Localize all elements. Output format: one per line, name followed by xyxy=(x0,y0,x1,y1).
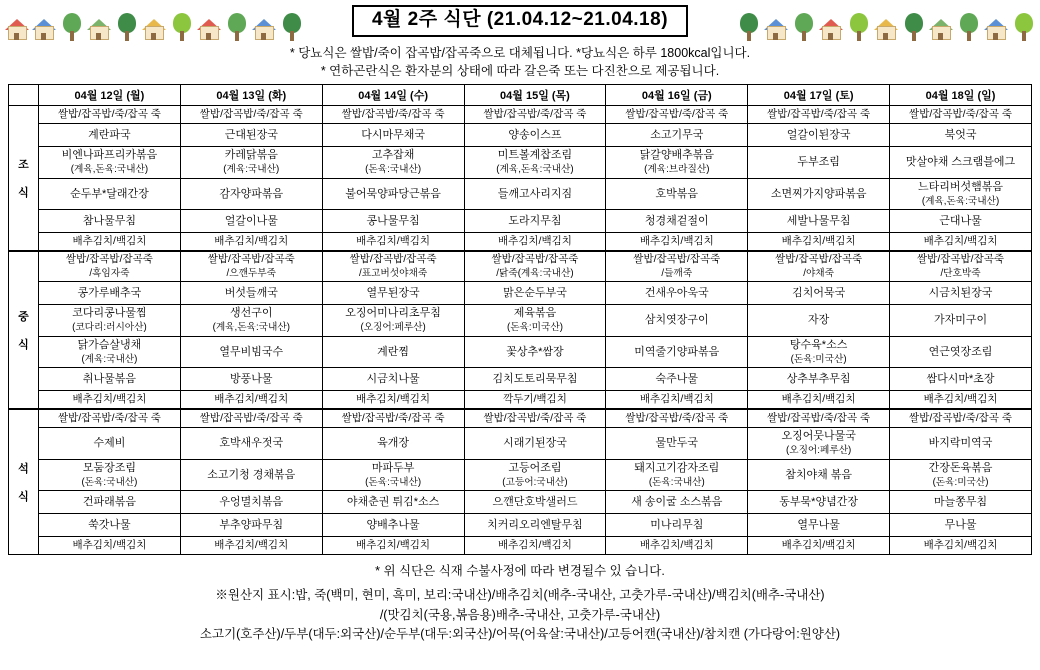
lunch-kimchi-cell: 배추김치/백김치 xyxy=(322,391,464,410)
header-notes xyxy=(0,44,1040,80)
title-box xyxy=(352,5,688,38)
lunch-kimchi-cell: 배추김치/백김치 xyxy=(890,391,1032,410)
breakfast-item-cell: 순두부*달래간장 xyxy=(39,178,181,209)
dinner-item-cell: 열무나물 xyxy=(748,514,890,537)
breakfast-rice-cell: 쌀밥/잡곡밥/죽/잡곡 죽 xyxy=(748,106,890,124)
dinner-rice-cell: 쌀밥/잡곡밥/죽/잡곡 죽 xyxy=(748,409,890,428)
breakfast-item-cell: 청경채겉절이 xyxy=(606,210,748,233)
lunch-item-cell: 맑은순두부국 xyxy=(464,282,606,305)
tree-icon xyxy=(846,8,871,42)
dinner-kimchi-cell: 배추김치/백김치 xyxy=(180,537,322,555)
house-icon xyxy=(141,8,166,42)
breakfast-item-cell: 얼갈이나물 xyxy=(180,210,322,233)
breakfast-kimchi-cell: 배추김치/백김치 xyxy=(606,233,748,252)
dinner-item-cell: 우엉멸치볶음 xyxy=(180,491,322,514)
dinner-rice-cell: 쌀밥/잡곡밥/죽/잡곡 죽 xyxy=(39,409,181,428)
breakfast-row xyxy=(9,210,1032,233)
lunch-item-cell: 시금치된장국 xyxy=(890,282,1032,305)
breakfast-item-cell: 참나물무침 xyxy=(39,210,181,233)
tree-icon xyxy=(114,8,139,42)
tree-icon xyxy=(956,8,981,42)
dinner-item-cell: 참치야채 볶음 xyxy=(748,459,890,490)
dinner-kimchi-cell: 배추김치/백김치 xyxy=(890,537,1032,555)
breakfast-item-cell: 호박볶음 xyxy=(606,178,748,209)
decoration-right xyxy=(736,0,1036,42)
breakfast-item-cell: 닭갈양배추볶음 (계육:브라질산) xyxy=(606,147,748,178)
footer-note: * 위 식단은 식재 수불사정에 따라 변경될수 있 습니다. xyxy=(375,564,665,579)
lunch-item-cell: 상추부추무침 xyxy=(748,368,890,391)
lunch-item-cell: 생선구이 (계육,돈육:국내산) xyxy=(180,305,322,336)
column-header-mon: 04월 12일 (월) xyxy=(39,85,181,106)
dinner-item-cell: 양배추나물 xyxy=(322,514,464,537)
lunch-kimchi-row xyxy=(9,391,1032,410)
origin-note-2: /(맛김치(국용,볶음용)배추-국내산, 고춧가루-국내산) xyxy=(379,607,661,622)
lunch-kimchi-cell: 배추김치/백김치 xyxy=(748,391,890,410)
dinner-kimchi-cell: 배추김치/백김치 xyxy=(322,537,464,555)
lunch-item-cell: 꽃상추*쌈장 xyxy=(464,336,606,367)
dinner-item-cell: 시래기된장국 xyxy=(464,428,606,459)
lunch-rice-cell: 쌀밥/잡곡밥/잡곡죽 /야채죽 xyxy=(748,251,890,281)
dinner-row xyxy=(9,459,1032,490)
breakfast-item-cell: 다시마무채국 xyxy=(322,124,464,147)
lunch-item-cell: 닭가슴살냉채 (계육:국내산) xyxy=(39,336,181,367)
tree-icon xyxy=(736,8,761,42)
breakfast-kimchi-row xyxy=(9,233,1032,252)
weekly-menu-table xyxy=(8,84,1032,555)
tree-icon xyxy=(279,8,304,42)
dinner-item-cell: 오징어뭇나물국 (오징어:페루산) xyxy=(748,428,890,459)
lunch-rice-row xyxy=(9,251,1032,281)
breakfast-item-cell: 소고기무국 xyxy=(606,124,748,147)
breakfast-rice-cell: 쌀밥/잡곡밥/죽/잡곡 죽 xyxy=(39,106,181,124)
dinner-item-cell: 부추양파무침 xyxy=(180,514,322,537)
lunch-item-cell: 김치도토리묵무침 xyxy=(464,368,606,391)
lunch-item-cell: 열무비빔국수 xyxy=(180,336,322,367)
house-icon xyxy=(31,8,56,42)
breakfast-item-cell: 콩나물무침 xyxy=(322,210,464,233)
dinner-item-cell: 미나리무침 xyxy=(606,514,748,537)
dinner-item-cell: 바지락미역국 xyxy=(890,428,1032,459)
lunch-row xyxy=(9,336,1032,367)
dinner-item-cell: 으깬단호박샐러드 xyxy=(464,491,606,514)
breakfast-item-cell: 도라지무침 xyxy=(464,210,606,233)
dinner-rice-cell: 쌀밥/잡곡밥/죽/잡곡 죽 xyxy=(464,409,606,428)
dinner-row xyxy=(9,514,1032,537)
dinner-item-cell: 육개장 xyxy=(322,428,464,459)
lunch-item-cell: 쌈다시마*초장 xyxy=(890,368,1032,391)
lunch-kimchi-cell: 배추김치/백김치 xyxy=(39,391,181,410)
breakfast-item-cell: 들깨고사리지짐 xyxy=(464,178,606,209)
lunch-kimchi-cell: 깍두기/백김치 xyxy=(464,391,606,410)
house-icon xyxy=(873,8,898,42)
dinner-item-cell: 건파래볶음 xyxy=(39,491,181,514)
dinner-item-cell: 쑥갓나물 xyxy=(39,514,181,537)
house-icon xyxy=(763,8,788,42)
origin-note-3: 소고기(호주산)/두부(대두:외국산)/순두부(대두:외국산)/어묵(어육살:국내산)/고등어캔(국내산)/참치캔 (가다랑어:원양산) xyxy=(199,627,841,642)
page-title: 4월 2주 식단 (21.04.12~21.04.18) xyxy=(371,8,669,30)
lunch-kimchi-cell: 배추김치/백김치 xyxy=(606,391,748,410)
breakfast-item-cell: 근대된장국 xyxy=(180,124,322,147)
page-header xyxy=(0,0,1040,42)
dinner-item-cell: 새 송이굴 소스볶음 xyxy=(606,491,748,514)
dinner-rice-cell: 쌀밥/잡곡밥/죽/잡곡 죽 xyxy=(180,409,322,428)
lunch-item-cell: 열무된장국 xyxy=(322,282,464,305)
house-icon xyxy=(818,8,843,42)
dinner-item-cell: 야채춘권 튀김*소스 xyxy=(322,491,464,514)
lunch-rice-cell: 쌀밥/잡곡밥/잡곡죽 /단호박죽 xyxy=(890,251,1032,281)
breakfast-item-cell: 고추잡채 (돈육:국내산) xyxy=(322,147,464,178)
tree-icon xyxy=(224,8,249,42)
lunch-item-cell: 미역줄기양파볶음 xyxy=(606,336,748,367)
lunch-item-cell: 탕수육*소스 (돈육:미국산) xyxy=(748,336,890,367)
dinner-item-cell: 간장돈육볶음 (돈육:미국산) xyxy=(890,459,1032,490)
lunch-item-cell: 버섯들깨국 xyxy=(180,282,322,305)
breakfast-item-cell: 얼갈이된장국 xyxy=(748,124,890,147)
dinner-kimchi-cell: 배추김치/백김치 xyxy=(464,537,606,555)
meal-label-dinner: 석 식 xyxy=(9,409,39,554)
breakfast-item-cell: 근대나물 xyxy=(890,210,1032,233)
decoration-left xyxy=(4,0,304,42)
tree-icon xyxy=(59,8,84,42)
house-icon xyxy=(4,8,29,42)
breakfast-rice-cell: 쌀밥/잡곡밥/죽/잡곡 죽 xyxy=(606,106,748,124)
house-icon xyxy=(928,8,953,42)
house-icon xyxy=(251,8,276,42)
breakfast-item-cell: 맛살야채 스크램블에그 xyxy=(890,147,1032,178)
meal-label-breakfast: 조 식 xyxy=(9,106,39,251)
lunch-item-cell: 방풍나물 xyxy=(180,368,322,391)
breakfast-item-cell: 세발나물무침 xyxy=(748,210,890,233)
dinner-item-cell: 물만두국 xyxy=(606,428,748,459)
dinner-kimchi-cell: 배추김치/백김치 xyxy=(748,537,890,555)
lunch-item-cell: 콩가루배추국 xyxy=(39,282,181,305)
tree-icon xyxy=(791,8,816,42)
lunch-rice-cell: 쌀밥/잡곡밥/잡곡죽 /으깬두부죽 xyxy=(180,251,322,281)
breakfast-kimchi-cell: 배추김치/백김치 xyxy=(464,233,606,252)
meal-label-lunch: 중 식 xyxy=(9,251,39,409)
breakfast-row xyxy=(9,147,1032,178)
breakfast-kimchi-cell: 배추김치/백김치 xyxy=(322,233,464,252)
breakfast-item-cell: 미트볼계찹조림 (계육,돈육:국내산) xyxy=(464,147,606,178)
column-header-thu: 04월 15일 (목) xyxy=(464,85,606,106)
origin-note-1: ※원산지 표시:밥, 죽(백미, 현미, 흑미, 보리:국내산)/배추김치(배추-국내산, 고춧가루-국내산)/백김치(배추-국내산) xyxy=(215,588,825,603)
lunch-item-cell: 삼치엿장구이 xyxy=(606,305,748,336)
lunch-rice-cell: 쌀밥/잡곡밥/잡곡죽 /표고버섯야채죽 xyxy=(322,251,464,281)
tree-icon xyxy=(169,8,194,42)
breakfast-item-cell: 북엇국 xyxy=(890,124,1032,147)
lunch-row xyxy=(9,305,1032,336)
lunch-item-cell: 가자미구이 xyxy=(890,305,1032,336)
lunch-kimchi-cell: 배추김치/백김치 xyxy=(180,391,322,410)
corner-cell xyxy=(9,85,39,106)
breakfast-item-cell: 느타리버섯햄볶음 (계육,돈육:국내산) xyxy=(890,178,1032,209)
lunch-item-cell: 숙주나물 xyxy=(606,368,748,391)
lunch-item-cell: 건새우아욱국 xyxy=(606,282,748,305)
column-header-sat: 04월 17일 (토) xyxy=(748,85,890,106)
dinner-item-cell: 수제비 xyxy=(39,428,181,459)
breakfast-kimchi-cell: 배추김치/백김치 xyxy=(39,233,181,252)
page-footer xyxy=(0,562,1040,645)
lunch-item-cell: 계란찜 xyxy=(322,336,464,367)
breakfast-kimchi-cell: 배추김치/백김치 xyxy=(890,233,1032,252)
dinner-item-cell: 치커리오리엔탈무침 xyxy=(464,514,606,537)
dinner-item-cell: 동부묵*양념간장 xyxy=(748,491,890,514)
note-dysphagia: * 연하곤란식은 환자분의 상태에 따라 갈은죽 또는 다진찬으로 제공됩니다. xyxy=(320,64,720,79)
lunch-item-cell: 시금치나물 xyxy=(322,368,464,391)
dinner-item-cell: 소고기청 경채볶음 xyxy=(180,459,322,490)
dinner-item-cell: 고등어조림 (고등어:국내산) xyxy=(464,459,606,490)
house-icon xyxy=(983,8,1008,42)
dinner-item-cell: 돼지고기감자조림 (돈육:국내산) xyxy=(606,459,748,490)
dinner-item-cell: 마파두부 (돈육:국내산) xyxy=(322,459,464,490)
breakfast-rice-row xyxy=(9,106,1032,124)
dinner-rice-cell: 쌀밥/잡곡밥/죽/잡곡 죽 xyxy=(890,409,1032,428)
breakfast-row xyxy=(9,124,1032,147)
lunch-item-cell: 취나물볶음 xyxy=(39,368,181,391)
dinner-item-cell: 무나물 xyxy=(890,514,1032,537)
dinner-kimchi-cell: 배추김치/백김치 xyxy=(39,537,181,555)
tree-icon xyxy=(901,8,926,42)
breakfast-item-cell: 불어묵양파당근볶음 xyxy=(322,178,464,209)
breakfast-item-cell: 카레닭볶음 (계육:국내산) xyxy=(180,147,322,178)
dinner-row xyxy=(9,491,1032,514)
lunch-item-cell: 자장 xyxy=(748,305,890,336)
breakfast-rice-cell: 쌀밥/잡곡밥/죽/잡곡 죽 xyxy=(464,106,606,124)
dinner-item-cell: 모둠장조림 (돈육:국내산) xyxy=(39,459,181,490)
column-header-tue: 04월 13일 (화) xyxy=(180,85,322,106)
house-icon xyxy=(86,8,111,42)
column-header-fri: 04월 16일 (금) xyxy=(606,85,748,106)
breakfast-rice-cell: 쌀밥/잡곡밥/죽/잡곡 죽 xyxy=(180,106,322,124)
lunch-rice-cell: 쌀밥/잡곡밥/잡곡죽 /닭죽(계육:국내산) xyxy=(464,251,606,281)
lunch-rice-cell: 쌀밥/잡곡밥/잡곡죽 /흑임자죽 xyxy=(39,251,181,281)
dinner-kimchi-cell: 배추김치/백김치 xyxy=(606,537,748,555)
breakfast-item-cell: 감자양파볶음 xyxy=(180,178,322,209)
lunch-item-cell: 코다리콩나물찜 (코다리:러시아산) xyxy=(39,305,181,336)
dinner-kimchi-row xyxy=(9,537,1032,555)
breakfast-item-cell: 비엔나파프리카볶음 (계육,돈육:국내산) xyxy=(39,147,181,178)
breakfast-row xyxy=(9,178,1032,209)
tree-icon xyxy=(1011,8,1036,42)
breakfast-item-cell: 소면찌가지양파볶음 xyxy=(748,178,890,209)
lunch-item-cell: 제육볶음 (돈육:미국산) xyxy=(464,305,606,336)
lunch-item-cell: 연근엿장조림 xyxy=(890,336,1032,367)
lunch-row xyxy=(9,282,1032,305)
column-header-sun: 04월 18일 (일) xyxy=(890,85,1032,106)
lunch-rice-cell: 쌀밥/잡곡밥/잡곡죽 /들깨죽 xyxy=(606,251,748,281)
breakfast-item-cell: 양송이스프 xyxy=(464,124,606,147)
lunch-row xyxy=(9,368,1032,391)
dinner-rice-cell: 쌀밥/잡곡밥/죽/잡곡 죽 xyxy=(606,409,748,428)
dinner-row xyxy=(9,428,1032,459)
breakfast-rice-cell: 쌀밥/잡곡밥/죽/잡곡 죽 xyxy=(890,106,1032,124)
dinner-rice-cell: 쌀밥/잡곡밥/죽/잡곡 죽 xyxy=(322,409,464,428)
lunch-item-cell: 김치어묵국 xyxy=(748,282,890,305)
breakfast-item-cell: 계란파국 xyxy=(39,124,181,147)
column-header-wed: 04월 14일 (수) xyxy=(322,85,464,106)
house-icon xyxy=(196,8,221,42)
dinner-item-cell: 마늘쫑무침 xyxy=(890,491,1032,514)
dinner-item-cell: 호박새우젓국 xyxy=(180,428,322,459)
note-diabetic: * 당뇨식은 쌀밥/죽이 잡곡밥/잡곡죽으로 대체됩니다. *당뇨식은 하루 1800kcal입니다. xyxy=(289,46,751,60)
breakfast-rice-cell: 쌀밥/잡곡밥/죽/잡곡 죽 xyxy=(322,106,464,124)
breakfast-item-cell: 두부조림 xyxy=(748,147,890,178)
table-header-row xyxy=(9,85,1032,106)
dinner-rice-row xyxy=(9,409,1032,428)
breakfast-kimchi-cell: 배추김치/백김치 xyxy=(180,233,322,252)
lunch-item-cell: 오징어미나리초무침 (오징어:페루산) xyxy=(322,305,464,336)
breakfast-kimchi-cell: 배추김치/백김치 xyxy=(748,233,890,252)
